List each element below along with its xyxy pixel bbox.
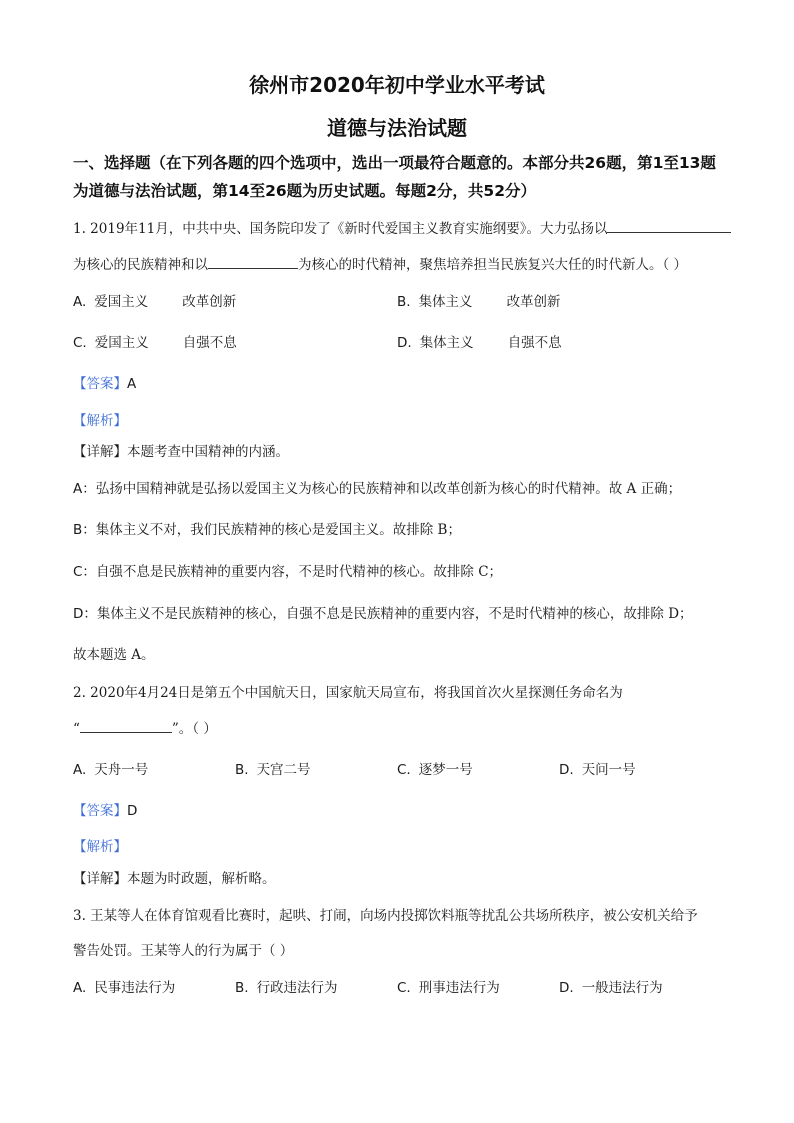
q2-detail: 【详解】本题为时政题，解析略。 bbox=[73, 871, 276, 887]
q1-blank-2 bbox=[208, 255, 298, 269]
q2-option-b: B. 天宫二号 bbox=[235, 762, 311, 778]
q1-explanation-d: D：集体主义不是民族精神的核心，自强不息是民族精神的重要内容，不是时代精神的核心，故排除 D； bbox=[73, 606, 693, 622]
q3-option-a: A. 民事违法行为 bbox=[73, 980, 176, 996]
q3-option-b: B. 行政违法行为 bbox=[235, 980, 338, 996]
q2-option-c: C. 逐梦一号 bbox=[397, 762, 473, 778]
q1-explanation-b: B：集体主义不对，我们民族精神的核心是爱国主义。故排除 B； bbox=[73, 522, 461, 538]
q2-blank bbox=[80, 719, 172, 733]
q1-stem-text2a: 为核心的民族精神和以 bbox=[73, 257, 208, 273]
q2-answer: 【答案】D bbox=[73, 803, 138, 819]
q3-option-c: C. 刑事违法行为 bbox=[397, 980, 500, 996]
q1-explanation-c: C：自强不息是民族精神的重要内容，不是时代精神的核心。故排除 C； bbox=[73, 564, 503, 580]
q2-option-d: D. 天问一号 bbox=[559, 762, 636, 778]
q3-stem-line1: 3. 王某等人在体育馆观看比赛时，起哄、打闹，向场内投掷饮料瓶等扰乱公共场所秩序，被公安机关给予 bbox=[73, 908, 698, 924]
q1-stem-text1: 1. 2019年11月，中共中央、国务院印发了《新时代爱国主义教育实施纲要》。大力弘扬以 bbox=[73, 221, 608, 237]
q1-option-c: C. 爱国主义 自强不息 bbox=[73, 335, 237, 351]
q2-stem-line2: “ ”。（ ） bbox=[73, 721, 217, 737]
q2-analysis-label: 【解析】 bbox=[73, 839, 127, 855]
q1-analysis-label: 【解析】 bbox=[73, 413, 127, 429]
q1-stem-line1 bbox=[73, 219, 731, 239]
q3-stem-line2: 警告处罚。王某等人的行为属于（ ） bbox=[73, 943, 294, 959]
exam-subtitle: 道德与法治试题 bbox=[327, 116, 467, 140]
q2-option-a: A. 天舟一号 bbox=[73, 762, 149, 778]
q1-blank-1 bbox=[607, 219, 731, 233]
exam-title: 徐州市2020年初中学业水平考试 bbox=[249, 73, 545, 97]
q1-answer: 【答案】A bbox=[73, 376, 137, 392]
q2-stem-line1: 2. 2020年4月24日是第五个中国航天日，国家航天局宣布，将我国首次火星探测任务命名为 bbox=[73, 685, 623, 701]
q1-stem-line2 bbox=[73, 255, 687, 275]
q1-explanation-a: A：弘扬中国精神就是弘扬以爱国主义为核心的民族精神和以改革创新为核心的时代精神。故 A 正确； bbox=[73, 481, 682, 497]
q1-conclusion: 故本题选 A。 bbox=[73, 647, 155, 663]
q1-answer-value: A bbox=[127, 376, 137, 392]
q3-option-d: D. 一般违法行为 bbox=[559, 980, 663, 996]
q1-option-b: B. 集体主义 改革创新 bbox=[397, 294, 561, 310]
q1-detail: 【详解】本题考查中国精神的内涵。 bbox=[73, 444, 289, 460]
q1-stem-text2b: 为核心的时代精神，聚焦培养担当民族复兴大任的时代新人。（ ） bbox=[298, 257, 688, 273]
q2-answer-value: D bbox=[127, 803, 138, 819]
section-header: 一、选择题（在下列各题的四个选项中，选出一项最符合题意的。本部分共26题，第1至13题为道德与法治试题，第14至26题为历史试题。每题2分，共52分） bbox=[73, 154, 716, 200]
q1-option-a: A. 爱国主义 改革创新 bbox=[73, 294, 237, 310]
q1-option-d: D. 集体主义 自强不息 bbox=[397, 335, 562, 351]
